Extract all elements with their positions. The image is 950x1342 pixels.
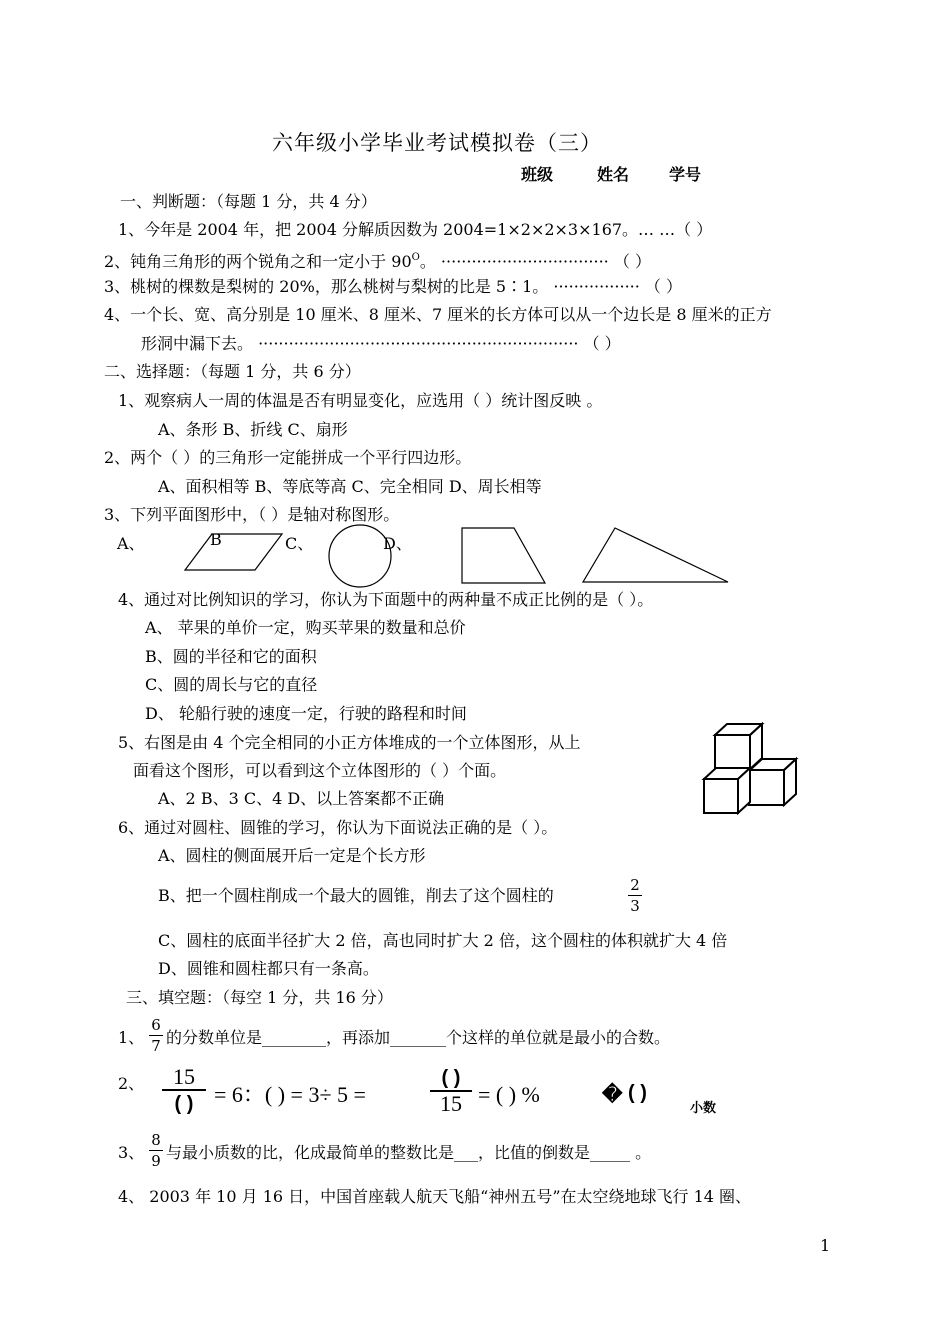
s3-q3-prefix: 3、 [118,1143,145,1162]
fraction-six-sevenths: 6 7 [149,1016,163,1055]
s1-q1: 1、今年是 2004 年，把 2004 分解质因数为 2004=1×2×2×3×167。… …（ ） [118,220,713,239]
s2-q5-line2: 面看这个图形，可以看到这个立体图形的（ ）个面。 [133,761,507,780]
s1-q2: 2、钝角三角形的两个锐角之和一定小于 $90^O$。 ································· （ ） [104,252,651,271]
s1-q4-line2: 形洞中漏下去。 ······························································· （ ） [141,334,621,353]
s3-q2-ratio-expression: = 6：( ) = 3÷ 5 = [214,1082,366,1107]
page-title: 六年级小学毕业考试模拟卷（三） [272,131,602,155]
s2-q1: 1、观察病人一周的体温是否有明显变化，应选用（ ）统计图反映 。 [118,391,603,410]
s2-q6: 6、通过对圆柱、圆锥的学习，你认为下面说法正确的是（ ）。 [118,818,558,837]
s2-q4-option-c: C、圆的周长与它的直径 [145,675,318,694]
fraction-15-over-blank: 15 ( ) [162,1066,206,1115]
s3-q2-decimal-blank: ( ) [628,1082,647,1104]
s3-q2-glyph: � [602,1084,623,1106]
section2-heading: 二、选择题：（每题 1 分，共 6 分） [104,362,361,381]
s3-q1-prefix: 1、 [118,1028,145,1047]
s2-q1-options: A、条形 B、折线 C、扇形 [158,420,348,439]
s2-q4-option-b: B、圆的半径和它的面积 [145,647,317,666]
s2-q3-label-a: A、 [117,534,145,553]
fraction-eight-ninths: 8 9 [149,1131,163,1170]
s2-q3: 3、下列平面图形中，（ ）是轴对称图形。 [104,505,400,524]
parallelogram-shape [185,534,282,570]
s2-q3-label-c: C、 [285,534,314,553]
s2-q5-options: A、2 B、3 C、4 D、以上答案都不正确 [158,789,445,808]
s3-q2-decimal-label: 小数 [690,1101,717,1116]
fraction-blank-over-15: ( ) 15 [430,1066,472,1115]
s2-q3-label-b: B [210,530,222,549]
student-id-label: 学号 [669,165,702,184]
s3-q2-percent-expression: = ( ) % [478,1082,540,1107]
s2-q6-option-b: B、把一个圆柱削成一个最大的圆锥，削去了这个圆柱的 [158,886,554,905]
s3-q3-text: 与最小质数的比，化成最简单的整数比是___，比值的倒数是_____ 。 [166,1143,652,1162]
section1-heading: 一、判断题：（每题 1 分，共 4 分） [120,192,377,211]
s1-q3: 3、桃树的棵数是梨树的 20%，那么桃树与梨树的比是 5∶1。 ················· （ ） [104,277,682,296]
s2-q2: 2、两个（ ）的三角形一定能拼成一个平行四边形。 [104,448,472,467]
s2-q2-options: A、面积相等 B、等底等高 C、完全相同 D、周长相等 [158,477,542,496]
class-label: 班级 [521,165,554,184]
section3-heading: 三、填空题：（每空 1 分，共 16 分） [126,988,393,1007]
fraction-two-thirds: 2 3 [628,876,642,915]
s2-q5-line1: 5、右图是由 4 个完全相同的小正方体堆成的一个立体图形，从上 [118,733,581,752]
s2-q4: 4、通过对比例知识的学习，你认为下面题中的两种量不成正比例的是（ ）。 [118,590,654,609]
name-label: 姓名 [597,165,630,184]
trapezoid-shape [462,528,545,583]
s2-q6-option-d: D、圆锥和圆柱都只有一条高。 [158,959,379,978]
s2-q6-option-a: A、圆柱的侧面展开后一定是个长方形 [158,846,426,865]
s3-q1-text: 的分数单位是________，再添加_______个这样的单位就是最小的合数。 [166,1028,671,1047]
s3-q2-prefix: 2、 [118,1074,145,1093]
s2-q4-option-d: D、 轮船行驶的速度一定，行驶的路程和时间 [145,704,467,723]
s2-q3-label-d: D、 [383,534,412,553]
s2-q6-option-c: C、圆柱的底面半径扩大 2 倍，高也同时扩大 2 倍，这个圆柱的体积就扩大 4 倍 [158,931,728,950]
circle-shape [329,525,391,587]
s3-q4: 4、 2003 年 10 月 16 日，中国首座载人航天飞船“神州五号”在太空绕地球飞行 14 圈、 [118,1187,752,1206]
cube-stack-figure [704,724,796,813]
s1-q4-line1: 4、一个长、宽、高分别是 10 厘米、8 厘米、7 厘米的长方体可以从一个边长是 8 厘米的正方 [104,305,772,324]
s2-q4-option-a: A、 苹果的单价一定，购买苹果的数量和总价 [145,618,466,637]
triangle-shape [583,528,728,582]
page-number: 1 [820,1236,831,1255]
